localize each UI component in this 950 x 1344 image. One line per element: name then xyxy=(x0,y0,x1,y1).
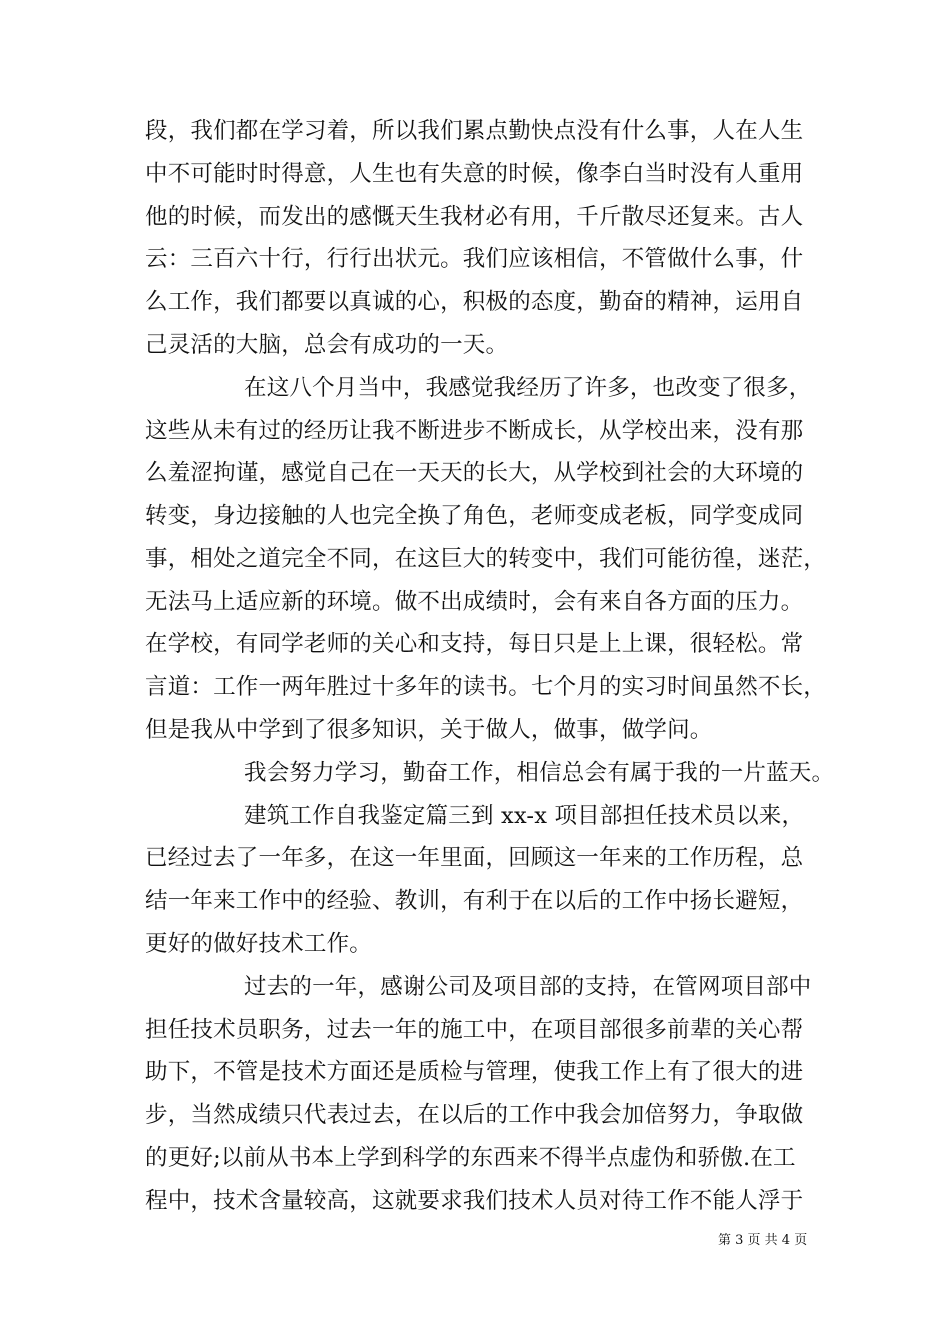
text-line: 步，当然成绩只代表过去，在以后的工作中我会加倍努力，争取做 xyxy=(145,1102,804,1128)
text-line: 无法马上适应新的环境。做不出成绩时，会有来自各方面的压力。 xyxy=(145,589,804,615)
text-line: 结一年来工作中的经验、教训，有利于在以后的工作中扬长避短， xyxy=(145,888,804,914)
paragraph-start-line: 我会努力学习，勤奋工作，相信总会有属于我的一片蓝天。 xyxy=(244,760,835,786)
text-line: 他的时候，而发出的感慨天生我材必有用，千斤散尽还复来。古人 xyxy=(145,204,804,230)
page-number-footer: 第 3 页 共 4 页 xyxy=(718,1233,808,1248)
text-line: 言道：工作一两年胜过十多年的读书。七个月的实习时间虽然不长， xyxy=(145,674,827,700)
text-line: 中不可能时时得意，人生也有失意的时候，像李白当时没有人重用 xyxy=(145,161,804,187)
text-line: 担任技术员职务，过去一年的施工中，在项目部很多前辈的关心帮 xyxy=(145,1017,804,1043)
text-line: 更好的做好技术工作。 xyxy=(145,931,373,957)
text-line: 云：三百六十行，行行出状元。我们应该相信，不管做什么事，什 xyxy=(145,246,804,272)
text-line: 段，我们都在学习着，所以我们累点勤快点没有什么事，人在人生 xyxy=(145,118,804,144)
text-line: 的更好;以前从书本上学到科学的东西来不得半点虚伪和骄傲.在工 xyxy=(145,1145,796,1171)
text-line: 己灵活的大脑，总会有成功的一天。 xyxy=(145,332,509,358)
text-line: 么羞涩拘谨，感觉自己在一天天的长大，从学校到社会的大环境的 xyxy=(145,460,804,486)
paragraph-start-line: 过去的一年，感谢公司及项目部的支持，在管网项目部中 xyxy=(244,974,812,1000)
paragraph-start-line: 建筑工作自我鉴定篇三到 xx-x 项目部担任技术员以来， xyxy=(244,803,805,829)
text-line: 助下，不管是技术方面还是质检与管理，使我工作上有了很大的进 xyxy=(145,1059,804,1085)
text-line: 这些从未有过的经历让我不断进步不断成长，从学校出来，没有那 xyxy=(145,418,804,444)
text-line: 已经过去了一年多，在这一年里面，回顾这一年来的工作历程，总 xyxy=(145,845,804,871)
text-line: 程中，技术含量较高，这就要求我们技术人员对待工作不能人浮于 xyxy=(145,1188,804,1214)
text-line: 事，相处之道完全不同，在这巨大的转变中，我们可能彷徨，迷茫， xyxy=(145,546,827,572)
text-line: 转变，身边接触的人也完全换了角色，老师变成老板，同学变成同 xyxy=(145,503,804,529)
paragraph-start-line: 在这八个月当中，我感觉我经历了许多，也改变了很多， xyxy=(244,375,812,401)
text-line: 但是我从中学到了很多知识，关于做人，做事，做学问。 xyxy=(145,717,713,743)
text-line: 么工作，我们都要以真诚的心，积极的态度，勤奋的精神，运用自 xyxy=(145,289,804,315)
text-line: 在学校，有同学老师的关心和支持，每日只是上上课，很轻松。常 xyxy=(145,631,804,657)
